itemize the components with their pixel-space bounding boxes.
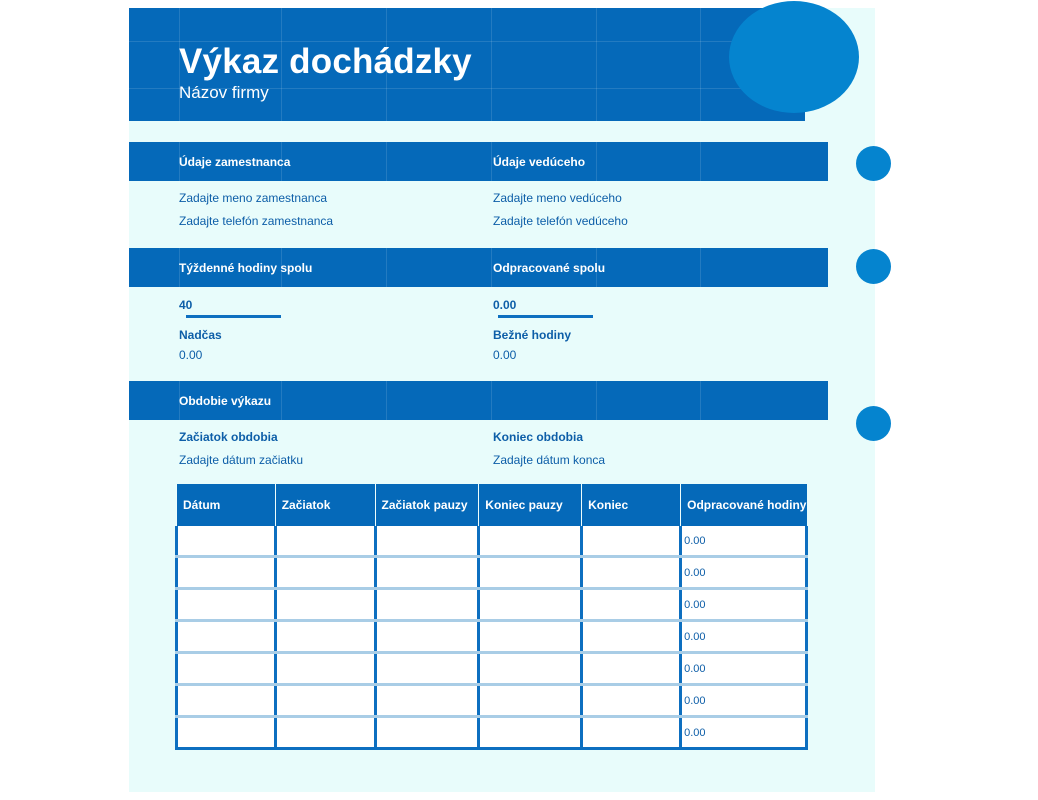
decorative-dot [856, 249, 891, 284]
break-end-cell[interactable] [479, 621, 582, 653]
date-cell[interactable] [177, 557, 276, 589]
worked-total-heading: Odpracované spolu [493, 261, 606, 275]
break-end-cell[interactable] [479, 557, 582, 589]
date-cell[interactable] [177, 526, 276, 557]
employee-heading: Údaje zamestnanca [179, 155, 291, 169]
start-cell[interactable] [275, 717, 375, 749]
end-cell[interactable] [582, 557, 681, 589]
date-cell[interactable] [177, 589, 276, 621]
date-cell[interactable] [177, 653, 276, 685]
table-row [177, 526, 807, 557]
end-cell[interactable] [582, 589, 681, 621]
start-cell[interactable] [275, 685, 375, 717]
table-row [177, 653, 807, 685]
break-end-cell[interactable] [479, 526, 582, 557]
end-cell[interactable] [582, 526, 681, 557]
column-header[interactable]: Dátum [177, 484, 276, 526]
manager-name-field[interactable]: Zadajte meno vedúceho [493, 191, 622, 205]
break-end-cell[interactable] [479, 685, 582, 717]
date-cell[interactable] [177, 621, 276, 653]
break-start-cell[interactable] [375, 557, 479, 589]
table-row [177, 621, 807, 653]
date-cell[interactable] [177, 717, 276, 749]
end-cell[interactable] [582, 685, 681, 717]
break-start-cell[interactable] [375, 717, 479, 749]
period-start-label: Začiatok obdobia [179, 430, 278, 444]
table-row [177, 717, 807, 749]
overtime-value: 0.00 [179, 348, 203, 362]
break-start-cell[interactable] [375, 653, 479, 685]
company-name[interactable]: Názov firmy [179, 83, 269, 102]
period-start-field[interactable]: Zadajte dátum začiatku [179, 453, 304, 467]
table-header-row [177, 484, 807, 526]
break-start-cell[interactable] [375, 589, 479, 621]
table-row [177, 685, 807, 717]
regular-hours-value: 0.00 [493, 348, 517, 362]
decorative-dot [856, 406, 891, 441]
start-cell[interactable] [275, 557, 375, 589]
column-header[interactable]: Koniec pauzy [479, 484, 582, 526]
worked-hours-cell: 0.00 [681, 557, 807, 589]
break-start-cell[interactable] [375, 621, 479, 653]
overtime-label: Nadčas [179, 328, 222, 342]
worked-total-underline [498, 315, 593, 318]
manager-heading: Údaje vedúceho [493, 155, 586, 169]
end-cell[interactable] [582, 653, 681, 685]
table-row [177, 557, 807, 589]
worked-hours-cell: 0.00 [681, 589, 807, 621]
worked-hours-cell: 0.00 [681, 621, 807, 653]
break-end-cell[interactable] [479, 653, 582, 685]
manager-phone-field[interactable]: Zadajte telefón vedúceho [493, 214, 628, 228]
worked-hours-cell: 0.00 [681, 526, 807, 557]
weekly-hours-heading: Týždenné hodiny spolu [179, 261, 313, 275]
period-end-label: Koniec obdobia [493, 430, 583, 444]
start-cell[interactable] [275, 621, 375, 653]
decorative-circle [729, 1, 859, 113]
worked-hours-cell: 0.00 [681, 685, 807, 717]
column-header[interactable]: Koniec [582, 484, 681, 526]
worked-total-value: 0.00 [493, 298, 517, 312]
period-heading: Obdobie výkazu [179, 394, 272, 408]
end-cell[interactable] [582, 621, 681, 653]
start-cell[interactable] [275, 526, 375, 557]
decorative-dot [856, 146, 891, 181]
timesheet-table [175, 484, 808, 750]
column-header[interactable]: Začiatok [275, 484, 375, 526]
worked-hours-cell: 0.00 [681, 717, 807, 749]
break-start-cell[interactable] [375, 685, 479, 717]
employee-name-field[interactable]: Zadajte meno zamestnanca [179, 191, 328, 205]
start-cell[interactable] [275, 589, 375, 621]
timesheet-sheet [129, 8, 875, 792]
break-end-cell[interactable] [479, 589, 582, 621]
employee-phone-field[interactable]: Zadajte telefón zamestnanca [179, 214, 334, 228]
weekly-hours-underline [186, 315, 281, 318]
end-cell[interactable] [582, 717, 681, 749]
weekly-hours-value[interactable]: 40 [179, 298, 193, 312]
page-title[interactable]: Výkaz dochádzky [179, 42, 472, 81]
worked-hours-cell: 0.00 [681, 653, 807, 685]
start-cell[interactable] [275, 653, 375, 685]
period-end-field[interactable]: Zadajte dátum konca [493, 453, 606, 467]
column-header[interactable]: Odpracované hodiny [681, 484, 807, 526]
date-cell[interactable] [177, 685, 276, 717]
column-header[interactable]: Začiatok pauzy [375, 484, 479, 526]
break-start-cell[interactable] [375, 526, 479, 557]
regular-hours-label: Bežné hodiny [493, 328, 572, 342]
table-row [177, 589, 807, 621]
break-end-cell[interactable] [479, 717, 582, 749]
